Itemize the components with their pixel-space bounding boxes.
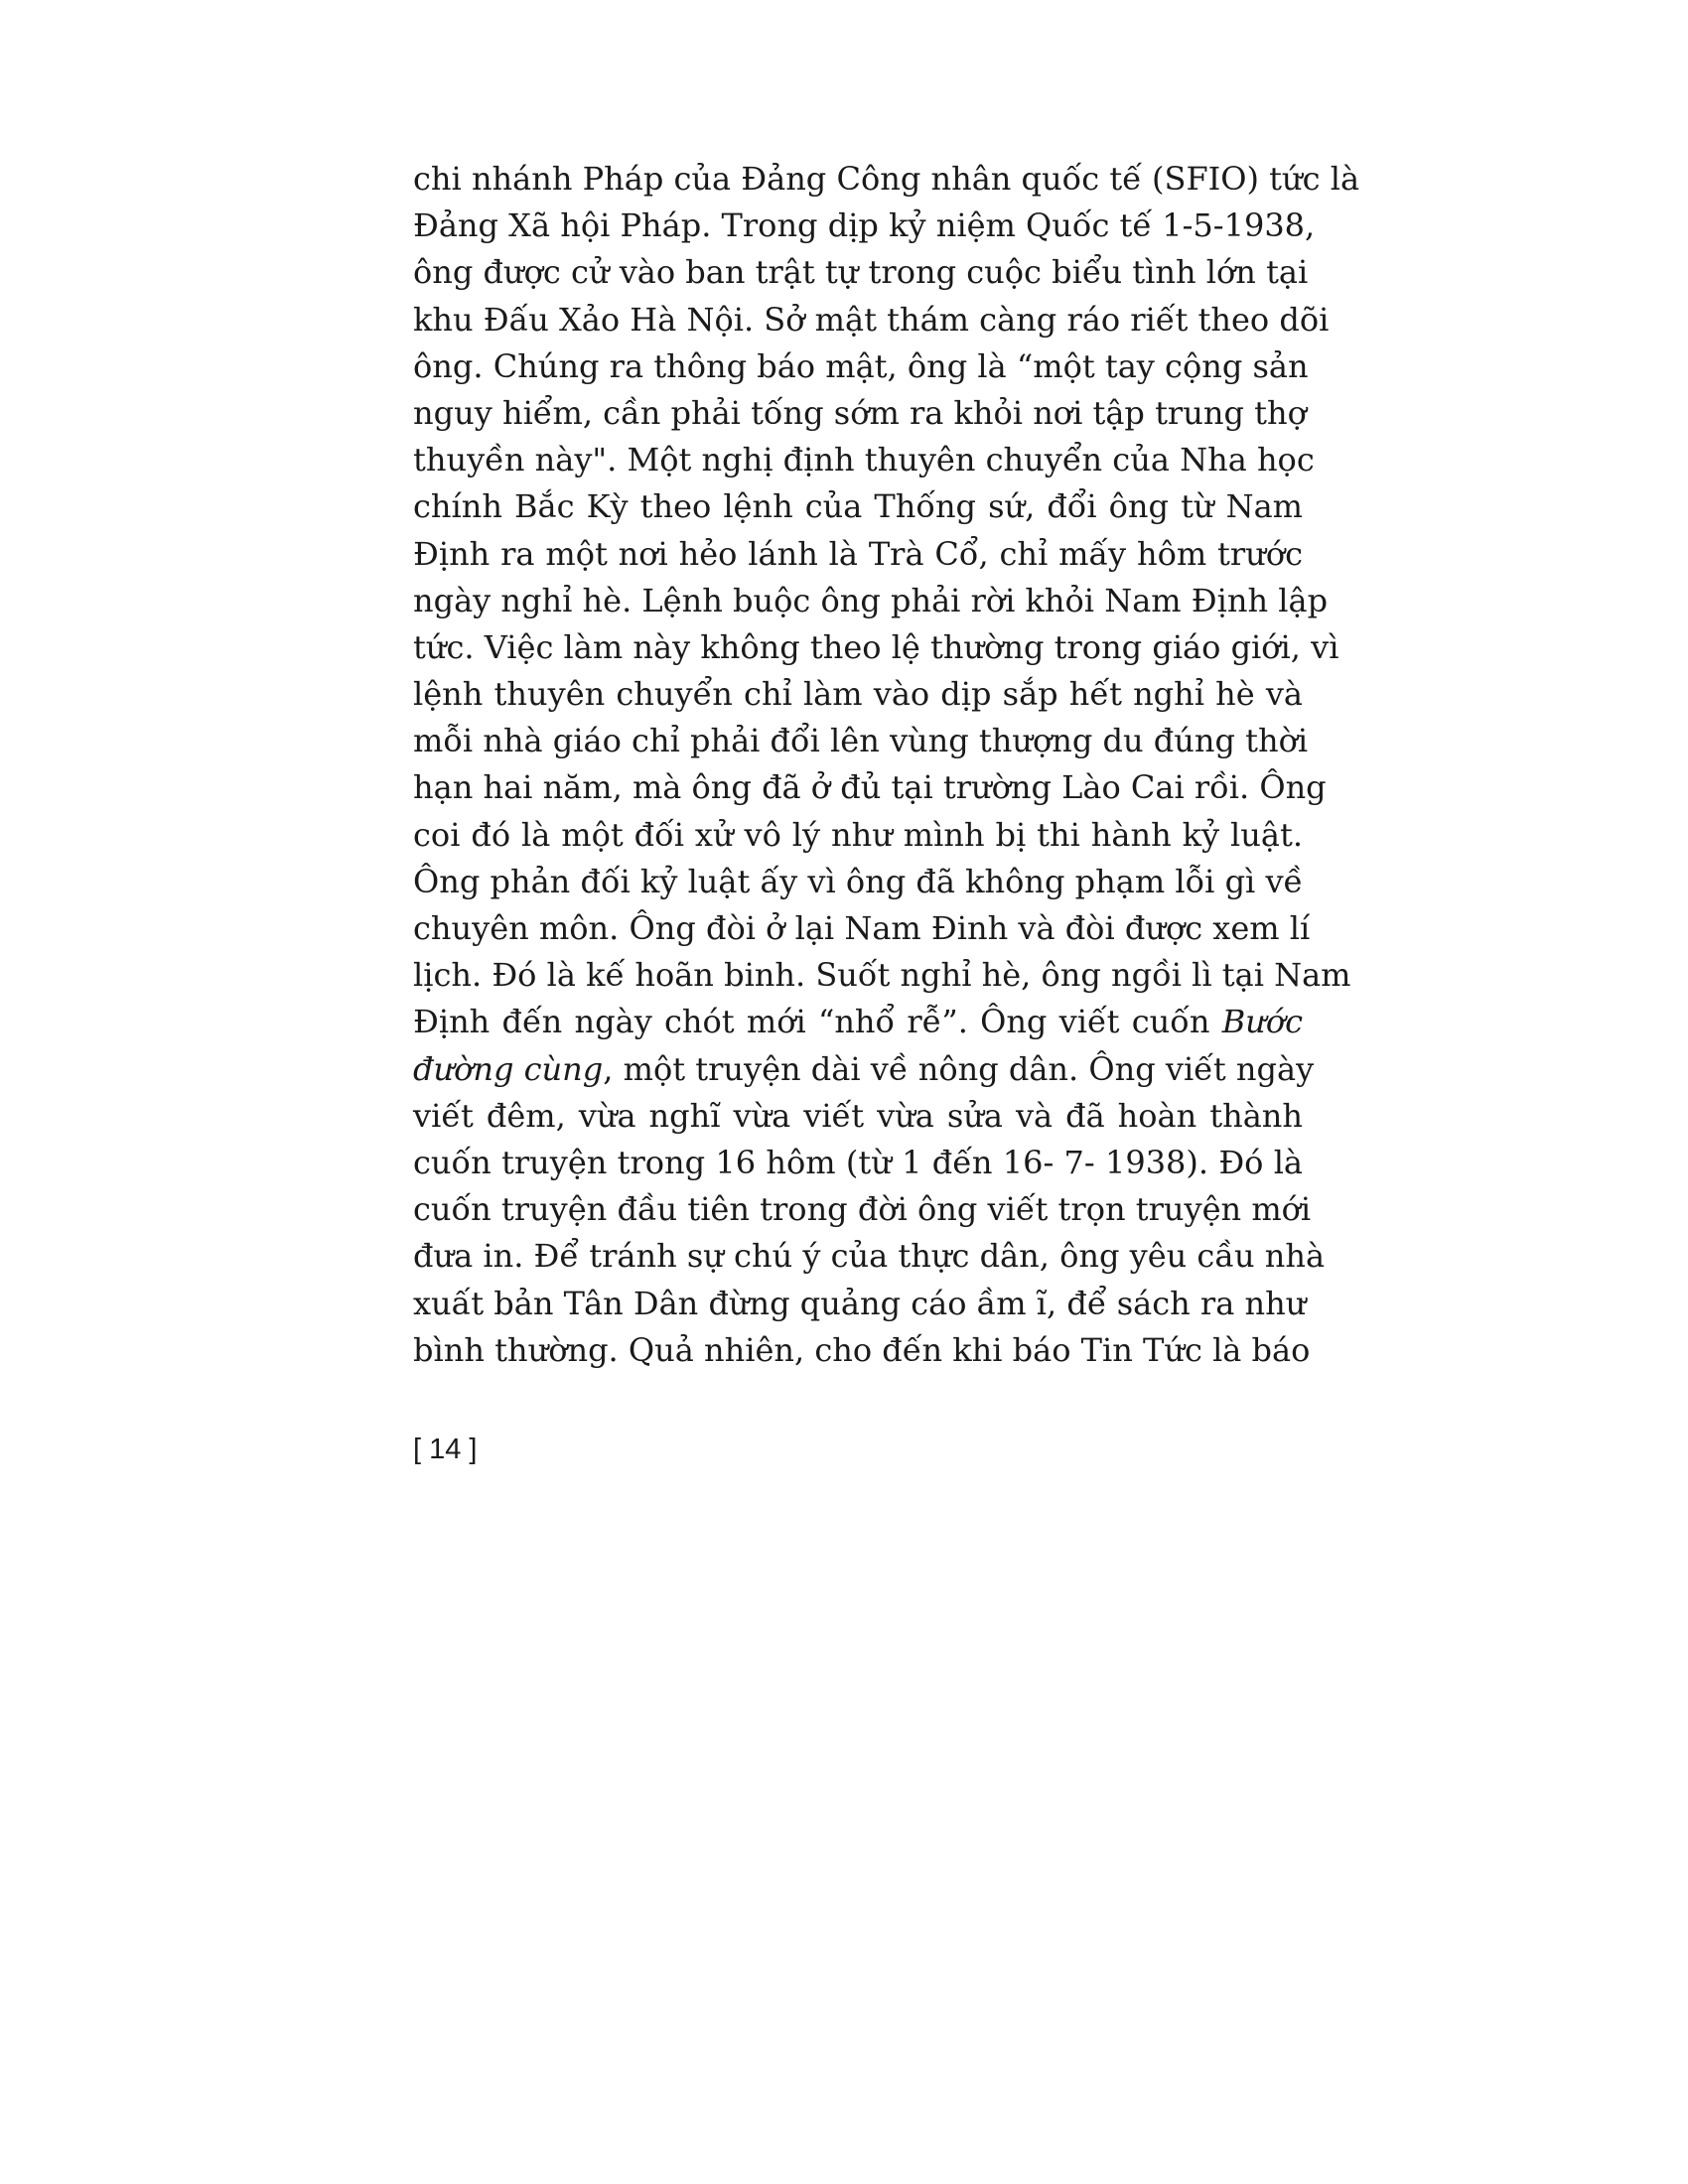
text-line: chuyên môn. Ông đòi ở lại Nam Đinh và đòi được xem lí xyxy=(413,909,1311,947)
text-line: mỗi nhà giáo chỉ phải đổi lên vùng thượng du đúng thời xyxy=(413,722,1309,760)
text-line: khu Đấu Xảo Hà Nội. Sở mật thám càng ráo riết theo dõi xyxy=(413,300,1330,339)
text-line: đưa in. Để tránh sự chú ý của thực dân, ông yêu cầu nhà xyxy=(413,1237,1326,1276)
text-line: Đảng Xã hội Pháp. Trong dịp kỷ niệm Quốc tế 1-5-1938, xyxy=(413,206,1316,245)
text-line-book-title-end xyxy=(413,1046,1315,1093)
text-line: nguy hiểm, cần phải tống sớm ra khỏi nơi tập trung thợ xyxy=(413,393,1307,432)
body-text xyxy=(413,156,1360,1374)
text-line: viết đêm, vừa nghĩ vừa viết vừa sửa và đã hoàn thành xyxy=(413,1096,1303,1135)
line-prefix: Định đến ngày chót mới “nhổ rễ”. Ông viết cuốn xyxy=(413,1003,1222,1041)
text-line: thuyền này". Một nghị định thuyên chuyển của Nha học xyxy=(413,441,1315,479)
text-line: Định ra một nơi hẻo lánh là Trà Cổ, chỉ mấy hôm trước xyxy=(413,534,1303,573)
book-title-part-1: Bước xyxy=(1221,1003,1303,1041)
text-line: bình thường. Quả nhiên, cho đến khi báo Tin Tức là báo xyxy=(413,1330,1311,1369)
text-line: tức. Việc làm này không theo lệ thường trong giáo giới, vì xyxy=(413,627,1339,666)
text-line: cuốn truyện trong 16 hôm (từ 1 đến 16- 7- 1938). Đó là xyxy=(413,1143,1303,1181)
text-line: cuốn truyện đầu tiên trong đời ông viết trọn truyện mới xyxy=(413,1190,1312,1229)
text-line: xuất bản Tân Dân đừng quảng cáo ầm ĩ, để sách ra như xyxy=(413,1284,1307,1322)
text-line: chính Bắc Kỳ theo lệnh của Thống sứ, đổi ông từ Nam xyxy=(413,487,1303,526)
text-line: lệnh thuyên chuyển chỉ làm vào dịp sắp hết nghỉ hè và xyxy=(413,675,1303,714)
text-line: ông. Chúng ra thông báo mật, ông là “một tay cộng sản xyxy=(413,346,1309,385)
text-line-book-title-start xyxy=(413,999,1303,1045)
text-line: Ông phản đối kỷ luật ấy vì ông đã không phạm lỗi gì về xyxy=(413,862,1304,900)
text-line: hạn hai năm, mà ông đã ở đủ tại trường Lào Cai rồi. Ông xyxy=(413,768,1327,807)
line-suffix: , một truyện dài về nông dân. Ông viết ngày xyxy=(603,1049,1315,1088)
text-line: chi nhánh Pháp của Đảng Công nhân quốc tế (SFIO) tức là xyxy=(413,160,1360,198)
text-line: ông được cử vào ban trật tự trong cuộc biểu tình lớn tại xyxy=(413,253,1309,292)
book-title-part-2: đường cùng xyxy=(413,1049,604,1088)
text-line: lịch. Đó là kế hoãn binh. Suốt nghỉ hè, ông ngồi lì tại Nam xyxy=(413,956,1351,995)
text-line: ngày nghỉ hè. Lệnh buộc ông phải rời khỏi Nam Định lập xyxy=(413,581,1329,619)
text-line: coi đó là một đối xử vô lý như mình bị thi hành kỷ luật. xyxy=(413,815,1303,854)
page-number: [ 14 ] xyxy=(413,1433,478,1465)
